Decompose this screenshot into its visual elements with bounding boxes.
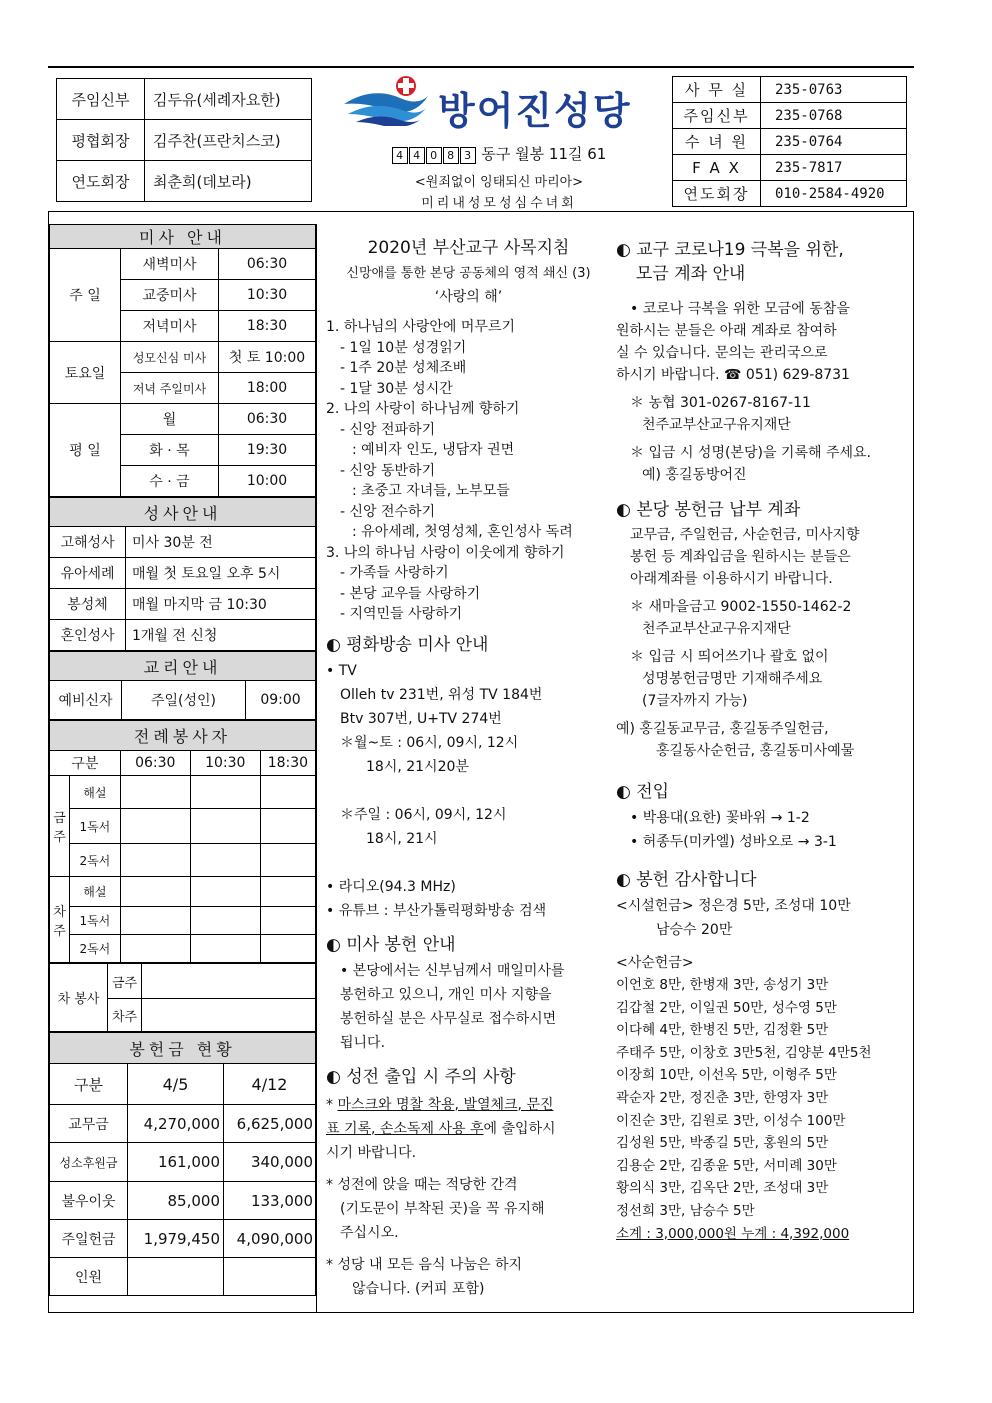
offering-label: 교무금 [50, 1105, 128, 1143]
middle-column [326, 236, 611, 1301]
pastoral-item: 2. 나의 사랑이 하나님께 향하기 [326, 401, 520, 417]
zip-code: 4 4 0 8 3 [392, 145, 477, 163]
volunteer-slot[interactable] [142, 999, 316, 1032]
volunteer-label: 차 봉사 [50, 964, 108, 1032]
pastoral-item: - 1일 10분 성경읽기 [340, 339, 467, 356]
convent-name: 미리내성모성심수녀회 [421, 196, 577, 211]
lent-line: 이진순 3만, 김원로 3만, 이성수 100만 [616, 1112, 846, 1129]
caution-spacing [326, 1173, 611, 1245]
offering-value: 4,270,000 [128, 1105, 224, 1143]
broadcast-item: ＊월~토 : 06시, 09시, 12시 [340, 734, 519, 751]
server-head: 06:30 [120, 751, 190, 776]
server-slot[interactable] [120, 877, 190, 907]
caution-end: 시기 바랍니다. [326, 1144, 417, 1161]
account-example [616, 718, 906, 762]
mass-time: 18:30 [219, 311, 316, 342]
caution-star: * [326, 1096, 338, 1113]
server-head: 18:30 [260, 751, 315, 776]
lent-line: 정선희 3만, 남승수 5만 [616, 1202, 755, 1219]
pastoral-item: - 본당 교우들 사랑하기 [340, 585, 481, 602]
account-title: ◐ 본당 봉헌금 납부 계좌 [616, 498, 906, 522]
broadcast-item: • TV [326, 662, 357, 679]
covid-title: ◐ 교구 코로나19 극복을 위한, [616, 238, 906, 262]
move-list [616, 806, 906, 854]
contact-label: 사 무 실 [673, 77, 761, 103]
caution-food [326, 1253, 611, 1301]
church-name: 방어진성당 [438, 89, 632, 133]
sacrament-label: 봉성체 [50, 589, 126, 620]
caution-line: * 성당 내 모든 음식 나눔은 하지 [326, 1256, 522, 1273]
offering-head: 4/5 [128, 1064, 224, 1105]
offering-table [49, 1032, 316, 1296]
server-slot[interactable] [120, 907, 190, 935]
mass-time: 06:30 [219, 249, 316, 280]
offering-head: 구분 [50, 1064, 128, 1105]
caution-line: * 성전에 앉을 때는 적당한 간격 [326, 1176, 518, 1193]
role-label: 주임신부 [57, 79, 145, 120]
offer-title: ◐ 미사 봉헌 안내 [326, 933, 611, 957]
left-sidebar [49, 224, 316, 1296]
mass-name: 저녁 주일미사 [121, 373, 219, 404]
sacrament-detail: 매월 마지막 금 10:30 [126, 589, 316, 620]
server-slot[interactable] [190, 907, 260, 935]
move-item: • 박용대(요한) 꽃바위 → 1-2 [630, 810, 810, 826]
lent-line: 이장희 10만, 이선옥 5만, 이형주 5만 [616, 1067, 837, 1084]
pastoral-item: 3. 나의 하나님 사랑이 이웃에게 향하기 [326, 544, 565, 561]
broadcast-list [326, 659, 611, 923]
mass-name: 새벽미사 [121, 249, 219, 280]
facility-line: <시설헌금> 정은경 5만, 조성대 10만 [616, 898, 851, 914]
lent-line: 김성원 5만, 박종길 5만, 홍원의 5만 [616, 1135, 829, 1152]
volunteer-table [49, 963, 316, 1032]
note-line: 성명봉헌금명만 기재해주세요 [642, 671, 823, 687]
lent-line: 김용순 2만, 김종윤 5만, 서미례 30만 [616, 1157, 837, 1174]
pastoral-item: : 유아세례, 첫영성체, 혼인성사 독려 [352, 524, 573, 540]
broadcast-item: • 유튜브 : 부산가톨릭평화방송 검색 [326, 902, 547, 919]
caution-line: 주십시오. [340, 1224, 399, 1241]
offering-label: 성소후원금 [50, 1143, 128, 1182]
facility-offering [616, 894, 906, 942]
contact-phone: 010-2584-4920 [761, 181, 907, 207]
covid-line: 하시기 바랍니다. ☎ 051) 629-8731 [616, 367, 850, 383]
account-line: ＊ 새마을금고 9002-1550-1462-2 [630, 599, 852, 615]
mass-time: 첫 토 10:00 [219, 342, 316, 373]
mass-time: 06:30 [219, 404, 316, 435]
server-head: 10:30 [190, 751, 260, 776]
broadcast-item: ＊주일 : 06시, 09시, 12시 [340, 806, 507, 823]
lent-heading: <사순헌금> [616, 955, 694, 971]
mass-time: 18:00 [219, 373, 316, 404]
volunteer-week: 금주 [108, 964, 142, 999]
offering-value: 85,000 [128, 1182, 224, 1220]
offering-value: 6,625,000 [224, 1105, 316, 1143]
mass-name: 저녁미사 [121, 311, 219, 342]
right-column [616, 238, 906, 1245]
role-label: 해설 [70, 877, 121, 907]
sacrament-label: 혼인성사 [50, 620, 126, 651]
contact-table [672, 76, 907, 207]
pastoral-item: - 신앙 동반하기 [340, 462, 436, 479]
offering-value: 340,000 [224, 1143, 316, 1182]
offering-total: 소계 : 3,000,000원 누계 : 4,392,000 [616, 1225, 850, 1242]
doctrine-day: 주일(성인) [122, 681, 246, 720]
thanks-title: ◐ 봉헌 감사합니다 [616, 868, 906, 892]
server-slot[interactable] [190, 877, 260, 907]
sacrament-detail: 미사 30분 전 [126, 527, 316, 558]
offer-line: 봉헌하실 분은 사무실로 접수하시면 [340, 1010, 557, 1027]
server-slot[interactable] [190, 935, 260, 963]
example-line: 예) 홍길동교무금, 홍길동주일헌금, [616, 721, 829, 737]
offer-line: 됩니다. [340, 1034, 386, 1051]
role-label: 해설 [70, 776, 121, 809]
pastoral-item: : 초중고 자녀들, 노부모들 [352, 483, 510, 499]
role-label: 연도회장 [57, 161, 145, 202]
covid-title-line2: 모금 계좌 안내 [636, 264, 746, 284]
account-line: ＊ 농협 301-0267-8167-11 [630, 395, 811, 411]
lent-line: 곽순자 2만, 정진춘 3만, 한영자 3만 [616, 1089, 829, 1106]
example-line: 홍길동사순헌금, 홍길동미사예물 [656, 743, 855, 759]
broadcast-title: ◐ 평화방송 미사 안내 [326, 633, 611, 657]
server-slot[interactable] [120, 935, 190, 963]
role-label: 2독서 [70, 935, 121, 963]
server-slot[interactable] [120, 809, 190, 844]
lent-offering-list [616, 974, 906, 1223]
role-label: 2독서 [70, 844, 121, 877]
account-text [616, 524, 906, 590]
lent-line: 이다혜 4만, 한병진 5만, 김정환 5만 [616, 1022, 829, 1039]
doctrine-section-title: 교리안내 [50, 652, 316, 681]
offering-label: 불우이웃 [50, 1182, 128, 1220]
account-line: 천주교부산교구유지재단 [642, 417, 791, 433]
pastoral-item: - 1달 30분 성시간 [340, 380, 453, 397]
pastoral-list [326, 317, 611, 625]
caution-text [326, 1093, 611, 1165]
broadcast-item: Olleh tv 231번, 위성 TV 184번 [340, 686, 543, 703]
role-value: 김주찬(프란치스코) [145, 120, 312, 161]
column-divider [316, 224, 317, 1313]
broadcast-item: • 라디오(94.3 MHz) [326, 878, 456, 895]
this-week-label: 금주 [50, 776, 70, 877]
offer-line: 봉헌하고 있으니, 개인 미사 지향을 [340, 986, 552, 1003]
account-bank [616, 596, 906, 640]
lent-line: 황의식 3만, 김옥단 2만, 조성대 3만 [616, 1180, 829, 1197]
doctrine-label: 예비신자 [50, 681, 122, 720]
pastoral-title: 2020년 부산교구 사목지침 [367, 238, 570, 258]
offering-value [224, 1258, 316, 1296]
account-text-line: 봉헌 등 계좌입금을 원하시는 분들은 [630, 549, 851, 565]
server-slot[interactable] [120, 844, 190, 877]
role-value: 김두유(세례자요한) [145, 79, 312, 120]
contact-phone: 235-0763 [761, 77, 907, 103]
pastoral-theme: ‘사랑의 해’ [434, 288, 503, 305]
caution-title: ◐ 성전 출입 시 주의 사항 [326, 1065, 611, 1089]
contact-label: 연도회장 [673, 181, 761, 207]
offering-label: 인원 [50, 1258, 128, 1296]
mass-time: 10:30 [219, 280, 316, 311]
sacrament-table [49, 497, 316, 651]
mass-name: 월 [121, 404, 219, 435]
server-table [49, 720, 316, 963]
sacrament-label: 고해성사 [50, 527, 126, 558]
church-logo-icon [342, 74, 430, 126]
pastoral-item: : 예비자 인도, 냉담자 권면 [352, 442, 515, 458]
sacrament-detail: 1개월 전 신청 [126, 620, 316, 651]
doctrine-time: 09:00 [246, 681, 316, 720]
offering-value: 161,000 [128, 1143, 224, 1182]
mass-table [49, 224, 316, 497]
volunteer-week: 차주 [108, 999, 142, 1032]
caution-line: (기도문이 부착된 곳)을 꼭 유지해 [340, 1200, 545, 1217]
note-line: (7글자까지 가능) [642, 693, 748, 709]
contact-phone: 235-0764 [761, 129, 907, 155]
caution-emphasis: 마스크와 명찰 착용, 발열체크, 문진 [337, 1096, 554, 1113]
offering-value [128, 1258, 224, 1296]
server-slot[interactable] [260, 877, 315, 907]
contact-label: 수 녀 원 [673, 129, 761, 155]
contact-phone: 235-7817 [761, 155, 907, 181]
mass-name: 성모신심 미사 [121, 342, 219, 373]
contact-label: 주임신부 [673, 103, 761, 129]
facility-line: 남승수 20만 [656, 922, 733, 938]
offering-label: 주일헌금 [50, 1220, 128, 1258]
caution-line: 않습니다. (커피 포함) [352, 1280, 485, 1297]
church-motto: <원죄없이 잉태되신 마리아> [414, 175, 584, 190]
sacrament-label: 유아세례 [50, 558, 126, 589]
pastoral-item: 1. 하나님의 사랑안에 머무르기 [326, 319, 515, 335]
server-slot[interactable] [190, 809, 260, 844]
server-slot[interactable] [120, 776, 190, 809]
broadcast-item: Btv 307번, U+TV 274번 [340, 710, 502, 727]
mass-time: 19:30 [219, 435, 316, 466]
server-slot[interactable] [260, 907, 315, 935]
offering-value: 4,090,000 [224, 1220, 316, 1258]
account-note [616, 646, 906, 712]
mass-time: 10:00 [219, 466, 316, 497]
broadcast-item: 18시, 21시20분 [366, 758, 469, 775]
sacrament-detail: 매월 첫 토요일 오후 5시 [126, 558, 316, 589]
note-line: ＊ 입금 시 띄어쓰기나 괄호 없이 [630, 649, 829, 665]
street-address: 동구 월봉 11길 61 [476, 145, 607, 163]
offering-head: 4/12 [224, 1064, 316, 1105]
offer-list [326, 959, 611, 1055]
lent-line: 이언호 8만, 한병재 3만, 송성기 3만 [616, 977, 829, 993]
pastoral-item: - 지역민들 사랑하기 [340, 606, 463, 622]
clergy-table [56, 78, 312, 202]
server-slot[interactable] [260, 844, 315, 877]
role-label: 1독서 [70, 907, 121, 935]
server-section-title: 전례봉사자 [50, 721, 316, 751]
server-slot[interactable] [190, 844, 260, 877]
covid-account [616, 392, 906, 436]
note-line: 예) 홍길동방어진 [642, 467, 747, 483]
covid-line: 원하시는 분들은 아래 계좌로 참여하 [616, 323, 837, 339]
mass-name: 교중미사 [121, 280, 219, 311]
pastoral-item: - 가족들 사랑하기 [340, 565, 449, 581]
broadcast-item: 18시, 21시 [366, 830, 438, 847]
contact-phone: 235-0768 [761, 103, 907, 129]
covid-note [616, 442, 906, 486]
offer-line: • 본당에서는 신부님께서 매일미사를 [340, 962, 565, 979]
server-slot[interactable] [260, 935, 315, 963]
pastoral-item: - 신앙 전파하기 [340, 421, 436, 438]
server-slot[interactable] [190, 776, 260, 809]
lent-line: 김갑철 2만, 이일권 50만, 성수영 5만 [616, 999, 837, 1016]
mass-name: 화 · 목 [121, 435, 219, 466]
role-label: 평협회장 [57, 120, 145, 161]
next-week-label: 차주 [50, 877, 70, 963]
role-label: 1독서 [70, 809, 121, 844]
pastoral-subtitle: 신망애를 통한 본당 공동체의 영적 쇄신 (3) [346, 266, 591, 281]
contact-label: F A X [673, 155, 761, 181]
doctrine-table [49, 651, 316, 720]
top-rule [48, 66, 914, 68]
note-line: ＊ 입금 시 성명(본당)을 기록해 주세요. [630, 445, 871, 461]
offering-value: 1,979,450 [128, 1220, 224, 1258]
sunday-label: 주 일 [50, 249, 121, 342]
lent-line: 주태주 5만, 이창호 3만5천, 김양분 4만5천 [616, 1044, 872, 1061]
server-slot[interactable] [260, 809, 315, 844]
covid-line: • 코로나 극복을 위한 모금에 동참을 [630, 301, 850, 317]
weekday-label: 평 일 [50, 404, 121, 497]
volunteer-slot[interactable] [142, 964, 316, 999]
caution-emphasis: 표 기록, 손소독제 사용 후 [326, 1120, 484, 1137]
role-value: 최춘희(데보라) [145, 161, 312, 202]
server-slot[interactable] [260, 776, 315, 809]
pastoral-item: - 1주 20분 성체조배 [340, 360, 467, 376]
sacrament-section-title: 성사안내 [50, 498, 316, 527]
server-head: 구분 [50, 751, 121, 776]
account-text-line: 아래계좌를 이용하시기 바랍니다. [630, 571, 833, 587]
covid-line: 실 수 있습니다. 문의는 관리국으로 [616, 345, 828, 361]
covid-text [616, 298, 906, 386]
offering-value: 133,000 [224, 1182, 316, 1220]
move-item: • 허종두(미카엘) 성바오로 → 3-1 [630, 834, 837, 850]
saturday-label: 토요일 [50, 342, 121, 404]
broadcast-item [326, 851, 611, 875]
account-line: 천주교부산교구유지재단 [642, 621, 791, 637]
caution-rest: 에 출입하시 [483, 1120, 556, 1137]
account-text-line: 교무금, 주일헌금, 사순헌금, 미사지향 [630, 527, 860, 543]
address [354, 143, 644, 164]
mass-section-title: 미사 안내 [50, 225, 316, 249]
move-title: ◐ 전입 [616, 780, 906, 804]
mass-name: 수 · 금 [121, 466, 219, 497]
pastoral-item: - 신앙 전수하기 [340, 503, 436, 520]
broadcast-item [326, 779, 611, 803]
offering-section-title: 봉헌금 현황 [50, 1033, 316, 1064]
